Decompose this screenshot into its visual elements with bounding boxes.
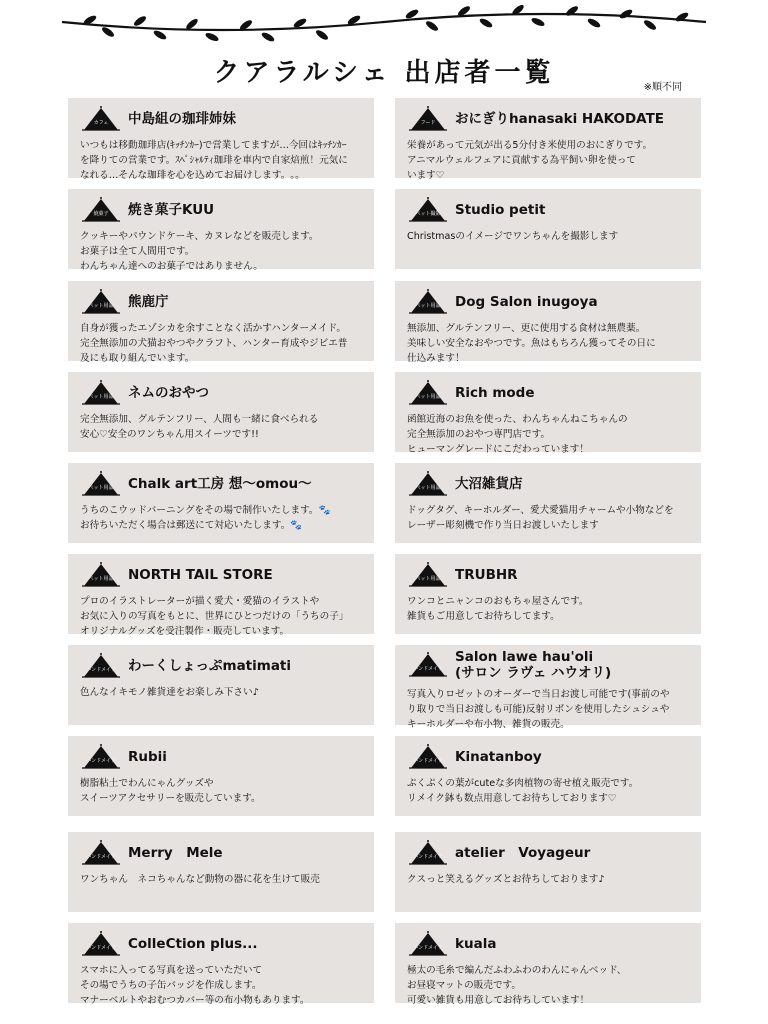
vendor-card <box>68 372 374 452</box>
vendor-description: 栄養があって元気が出る5分付き米使用のおにぎりです。 アニマルウェルフェアに貢献する為平飼い卵を使って います♡ <box>407 140 653 181</box>
vendor-description: スマホに入ってる写真を送っていただいて その場でうちの子缶バッジを作成します。 マナーベルトやおむつカバー等の布小物もあります。 <box>80 965 310 1006</box>
vendor-card <box>68 554 374 637</box>
tent-category-label: ペット用品 <box>415 576 441 582</box>
tent-icon <box>407 652 449 678</box>
vendor-header <box>407 471 691 497</box>
vendor-header <box>80 197 364 223</box>
vendor-header <box>407 840 691 866</box>
vendor-name: NORTH TAIL STORE <box>128 567 273 583</box>
tent-icon <box>407 562 449 588</box>
vendor-header <box>80 562 364 588</box>
tent-icon <box>407 106 449 132</box>
tent-category-label: フード <box>420 120 436 126</box>
tent-icon <box>80 653 122 679</box>
vendor-card <box>68 98 374 181</box>
tent-icon <box>407 931 449 957</box>
tent-category-label: ペット用品 <box>88 485 114 491</box>
vendor-header <box>407 289 691 315</box>
vendor-header <box>407 744 691 770</box>
vendor-card <box>395 463 701 543</box>
vendor-description: クスっと笑えるグッズとお待ちしております♪ <box>407 874 605 885</box>
tent-icon <box>80 840 122 866</box>
tent-icon <box>80 931 122 957</box>
tent-icon <box>80 562 122 588</box>
vendor-header <box>80 471 364 497</box>
vendor-card <box>68 832 374 912</box>
vendor-card <box>395 832 701 912</box>
vendor-card <box>68 463 374 543</box>
vendor-name: おにぎりhanasaki HAKODATE <box>455 111 665 127</box>
tent-category-label: ペット用品 <box>88 303 114 309</box>
vendor-card <box>395 645 701 730</box>
tent-icon <box>407 289 449 315</box>
vendor-description: 完全無添加、グルテンフリー、人間も一緒に食べられる 安心♡安全のワンちゃん用スイーツです!! <box>80 414 319 440</box>
vendor-header <box>80 289 364 315</box>
vendor-name: Salon lawe hau'oli (サロン ラヴェ ハウオリ) <box>455 649 612 681</box>
vendor-description: 自身が獲ったエゾシカを余すことなく活かすハンターメイド。 完全無添加の犬猫おやつやクラフト、ハンター育成やジビエ普 及にも取り組んでいます。 <box>80 323 348 364</box>
page-title: クアラルシェ 出店者一覧 <box>213 58 555 88</box>
tent-category-label: ペット用品 <box>88 394 114 400</box>
vendor-card <box>68 923 374 1006</box>
tent-icon <box>407 744 449 770</box>
vendor-header <box>80 744 364 770</box>
vendor-card <box>395 189 701 269</box>
vendor-header <box>80 106 364 132</box>
tent-category-label: ハンドメイド <box>86 758 116 764</box>
vendor-card <box>68 189 374 272</box>
vendor-header <box>407 380 691 406</box>
vendor-description: 函館近海のお魚を使った、わんちゃんねこちゃんの 完全無添加のおやつ専門店です。 ヒューマングレードにこだわっています！ <box>407 414 628 455</box>
tent-icon <box>80 197 122 223</box>
garland-decoration <box>60 4 708 44</box>
vendor-name: 熊鹿庁 <box>128 294 169 310</box>
vendor-description: いつもは移動珈琲店(ｷｯﾁﾝｶｰ)で営業してますが…今回はｷｯﾁﾝｶｰ を降りての営業です。ｽﾍﾟｼｬﾙﾃｨ珈琲を車内で自家焙煎！元気に なれる…そんな珈琲を心を込めてお届けします。｡｡ <box>80 140 348 181</box>
order-note: ※順不同 <box>643 82 682 93</box>
vendor-description: ワンコとニャンコのおもちゃ屋さんです。 雑貨もご用意してお待ちしてます。 <box>407 596 589 622</box>
vendor-description: 樹脂粘土でわんにゃんグッズや スイーツアクセサリーを販売しています。 <box>80 778 261 804</box>
vendor-name: Merry Mele <box>128 845 223 861</box>
vendor-card <box>68 736 374 816</box>
vendor-name: 大沼雑貨店 <box>455 476 523 492</box>
vendor-name: ネムのおやつ <box>128 385 209 401</box>
vendor-name: 焼き菓子KUU <box>128 202 215 218</box>
vendor-description: 極太の毛糸で編んだふわふわのわんにゃんベッド、 お昼寝マットの販売です。 可愛い雑貨も用意してお待ちしています！ <box>407 965 627 1006</box>
vendor-name: ColleCtion plus... <box>128 936 258 952</box>
vendor-card <box>395 554 701 634</box>
tent-icon <box>80 471 122 497</box>
vendor-name: Rubii <box>128 749 167 765</box>
tent-category-label: ハンドメイド <box>86 667 116 673</box>
tent-category-label: カフェ <box>93 120 109 126</box>
vendor-description: ぷくぷくの葉がcuteな多肉植物の寄せ植え販売です。 リメイク鉢も数点用意してお待ちしております♡ <box>407 778 639 804</box>
vendor-header <box>80 840 364 866</box>
tent-icon <box>80 289 122 315</box>
vendor-card <box>395 736 701 816</box>
vendor-name: Rich mode <box>455 385 535 401</box>
tent-category-label: ハンドメイド <box>86 945 116 951</box>
tent-icon <box>80 106 122 132</box>
vendor-header <box>407 649 691 681</box>
vendor-card <box>395 281 701 364</box>
vendor-description: うちのこウッドバーニングをその場で制作いたします。🐾 お待ちいただく場合は郵送にて対応いたします。🐾 <box>80 505 331 531</box>
vendor-card <box>68 281 374 364</box>
tent-category-label: ハンドメイド <box>86 854 116 860</box>
vendor-card <box>68 645 374 725</box>
tent-icon <box>80 380 122 406</box>
vendor-header <box>407 106 691 132</box>
vendor-description: プロのイラストレーターが描く愛犬・愛猫のイラストや お気に入りの写真をもとに、世界にひとつだけの「うちの子」 オリジナルグッズを受注製作・販売しています。 <box>80 596 349 637</box>
tent-icon <box>407 197 449 223</box>
tent-category-label: ハンドメイド <box>413 666 443 672</box>
vendor-header <box>80 380 364 406</box>
vendor-description: 色んなイキモノ雑貨達をお楽しみ下さい♪ <box>80 687 259 698</box>
vendor-description: ワンちゃん ネコちゃんなど動物の器に花を生けて販売 <box>80 874 320 885</box>
vendor-description: 写真入りロゼットのオーダーで当日お渡し可能です(事前のや り取りで当日お渡しも可能)反射リボンを使用したシュシュや キーホルダーや布小物、雑貨の販売。 <box>407 689 670 730</box>
vendor-header <box>407 197 691 223</box>
vendor-header <box>80 931 364 957</box>
tent-category-label: ハンドメイド <box>413 854 443 860</box>
tent-category-label: ペット撮影 <box>415 211 441 217</box>
tent-category-label: ハンドメイド <box>413 758 443 764</box>
vendor-description: クッキーやパウンドケーキ、カヌレなどを販売します。 お菓子は全て人間用です。 わんちゃん達へのお菓子ではありません。 <box>80 231 319 272</box>
vendor-description: ドッグタグ、キーホルダー、愛犬愛猫用チャームや小物などを レーザー彫刻機で作り当日お渡しいたします <box>407 505 674 531</box>
vendor-name: わーくしょっぷmatimati <box>128 658 292 674</box>
tent-category-label: ペット用品 <box>88 576 114 582</box>
vendor-header <box>407 562 691 588</box>
vendor-name: atelier Voyageur <box>455 845 591 861</box>
vendor-description: Christmasのイメージでワンちゃんを撮影します <box>407 231 619 242</box>
vendor-name: Kinatanboy <box>455 749 542 765</box>
vendor-name: 中島組の珈琲姉妹 <box>128 111 236 127</box>
vendor-header <box>407 931 691 957</box>
tent-category-label: ペット用品 <box>415 485 441 491</box>
tent-category-label: ペット用品 <box>415 303 441 309</box>
vendor-card <box>395 923 701 1006</box>
tent-category-label: ハンドメイド <box>413 945 443 951</box>
vendor-name: Chalk art工房 想～omou～ <box>128 476 312 492</box>
vendor-card <box>395 372 701 455</box>
vendor-description: 無添加、グルテンフリー、更に使用する食材は無農薬。 美味しい安全なおやつです。魚はもちろん獲ってその日に 仕込みます！ <box>407 323 656 364</box>
vendor-name: Dog Salon inugoya <box>455 294 598 310</box>
vendor-name: kuala <box>455 936 497 952</box>
tent-icon <box>407 380 449 406</box>
vendor-name: Studio petit <box>455 202 546 218</box>
tent-icon <box>407 840 449 866</box>
tent-category-label: 焼菓子 <box>93 211 109 217</box>
vendor-card <box>395 98 701 181</box>
tent-category-label: ペット用品 <box>415 394 441 400</box>
tent-icon <box>407 471 449 497</box>
vendor-header <box>80 653 364 679</box>
vendor-name: TRUBHR <box>455 567 518 583</box>
tent-icon <box>80 744 122 770</box>
